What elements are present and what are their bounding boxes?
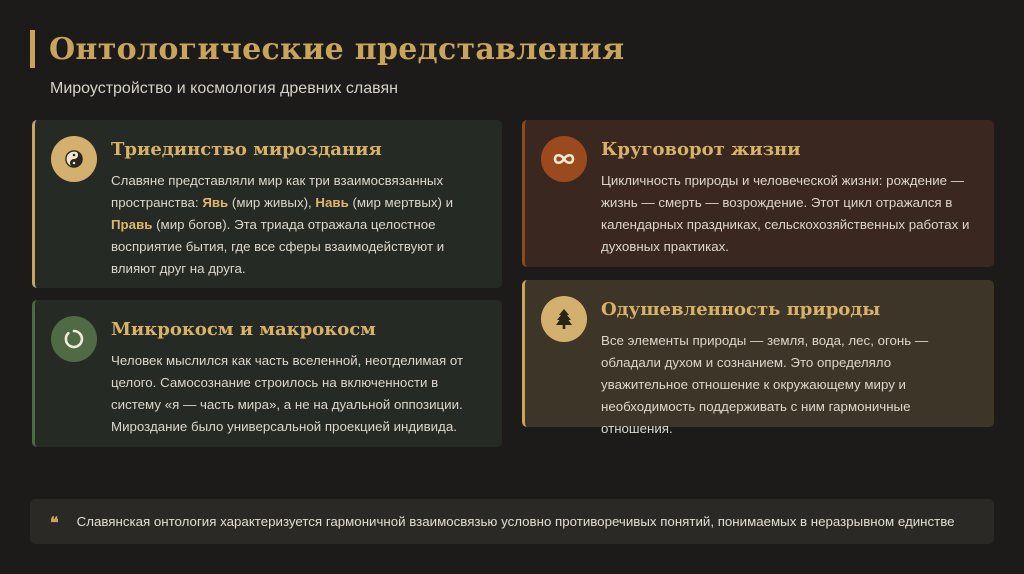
card-title: Триединство мироздания (111, 139, 382, 160)
card-title: Микрокосм и макрокосм (111, 319, 376, 340)
card-animism (522, 280, 994, 436)
circle-notch-icon (51, 316, 97, 362)
highlight-yav: Явь (202, 195, 229, 210)
highlight-prav: Правь (111, 217, 153, 232)
card-text: Все элементы природы — земля, вода, лес, огонь — обладали духом и сознанием. Это определяло уважительное отношение к окружающему миру и необходимость поддерживать с ним гармоничные отношения. (601, 333, 929, 436)
title-accent-bar (30, 30, 35, 68)
card-title: Круговорот жизни (601, 139, 801, 160)
card-title: Одушевленность природы (601, 299, 881, 320)
card-microcosm (32, 300, 502, 447)
title-block (30, 28, 624, 70)
card-cycle (522, 120, 994, 267)
tree-icon (541, 296, 587, 342)
card-text: Человек мыслился как часть вселенной, неотделимая от целого. Самосознание строилось на включенности в систему «я — часть мира», а не на дуальной оппозиции. Мироздание было универсальной проекцией индивида. (111, 353, 464, 434)
quote-text: Славянская онтология характеризуется гармоничной взаимосвязью условно противоречивых понятий, понимаемых в неразрывном единстве (76, 514, 955, 529)
page-title: Онтологические представления (49, 31, 625, 67)
card-triunity (32, 120, 502, 288)
quote-icon: ❝ (50, 513, 59, 532)
page-subtitle: Мироустройство и космология древних славян (50, 80, 398, 97)
infinity-icon (541, 136, 587, 182)
quote-banner (30, 499, 994, 544)
highlight-nav: Навь (315, 195, 349, 210)
card-text: Цикличность природы и человеческой жизни: рождение — жизнь — смерть — возрождение. Этот цикл отражался в календарных праздниках, сельскохозяйственных работах и духовных практиках. (601, 173, 970, 254)
card-text: Славяне представляли мир как три взаимосвязанных пространства: Явь (мир живых), Навь (мир мертвых) и Правь (мир богов). Эта триада отражала целостное восприятие бытия, где все сферы взаимодействуют и влияют друг на друга. (111, 173, 454, 276)
yin-yang-icon (51, 136, 97, 182)
